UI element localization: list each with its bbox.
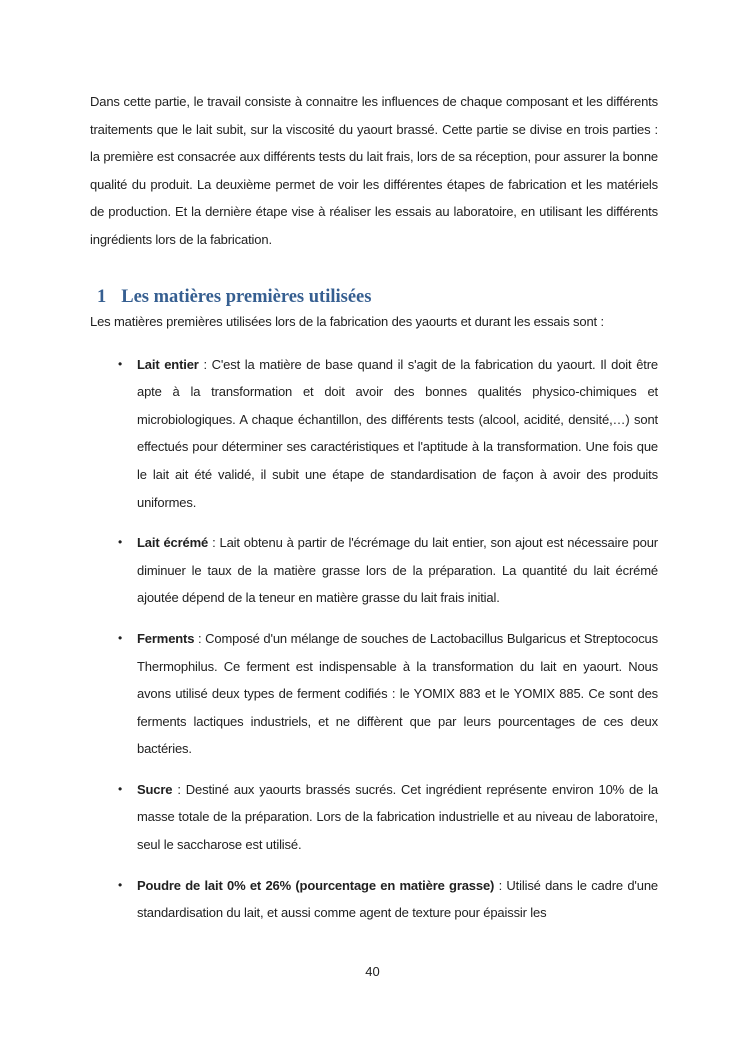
list-item-poudre-de-lait xyxy=(90,872,658,927)
ingredient-term: Poudre de lait 0% et 26% (pourcentage en matière grasse) xyxy=(137,877,495,893)
ingredient-term: Sucre xyxy=(137,781,173,797)
bullet-icon: • xyxy=(118,877,123,892)
bullet-icon: • xyxy=(118,630,123,645)
ingredient-term: Lait entier xyxy=(137,356,199,372)
ingredient-term: Ferments xyxy=(137,630,195,646)
page-number: 40 xyxy=(365,964,380,979)
bullet-icon: • xyxy=(118,356,123,371)
bullet-icon: • xyxy=(118,781,123,796)
ingredient-description: : Composé d'un mélange de souches de Lactobacillus Bulgaricus et Streptococus Thermophilus. Ce ferment est indispensable à la transformation du lait en yaourt. Nous avons utilisé deux types de ferment codifiés : le YOMIX 883 et le YOMIX 885. Ce sont des ferments lactiques industriels, et ne diffèrent que par leurs pourcentages de ces deux bactéries. xyxy=(137,630,658,757)
lead-sentence: Les matières premières utilisées lors de la fabrication des yaourts et durant les essais sont : xyxy=(90,313,604,329)
intro-paragraph: Dans cette partie, le travail consiste à connaitre les influences de chaque composant et les différents traitements que le lait subit, sur la viscosité du yaourt brassé. Cette partie se divise en trois parties : la première est consacrée aux différents tests du lait frais, lors de sa réception, pour assurer la bonne qualité du produit. La deuxième permet de voir les différentes étapes de fabrication et les matériels de production. Et la dernière étape vise à réaliser les essais au laboratoire, en utilisant les différents ingrédients lors de la fabrication. xyxy=(90,94,658,247)
heading-number: 1 xyxy=(97,286,107,307)
list-item-ferments xyxy=(90,625,658,763)
bullet-icon: • xyxy=(118,535,123,550)
ingredient-description: : C'est la matière de base quand il s'agit de la fabrication du yaourt. Il doit être apte à la transformation et doit avoir des bonnes qualités physico-chimiques et microbiologiques. A chaque échantillon, des différents tests (alcool, acidité, densité,…) sont effectués pour déterminer ses caractéristiques et l'aptitude à la transformation. Une fois que le lait ait été validé, il subit une étape de standardisation de façon à avoir des produits uniformes. xyxy=(137,356,658,510)
ingredient-term: Lait écrémé xyxy=(137,535,209,551)
list-item-lait-entier xyxy=(90,351,658,517)
ingredient-description: : Utilisé dans le cadre d'une standardisation du lait, et aussi comme agent de texture pour épaissir les xyxy=(137,877,658,921)
ingredients-list xyxy=(90,351,658,927)
ingredient-description: : Lait obtenu à partir de l'écrémage du lait entier, son ajout est nécessaire pour diminuer le taux de la matière grasse lors de la préparation. La quantité du lait écrémé ajoutée dépend de la teneur en matière grasse du lait frais initial. xyxy=(137,535,658,606)
ingredient-description: : Destiné aux yaourts brassés sucrés. Cet ingrédient représente environ 10% de la masse totale de la préparation. Lors de la fabrication industrielle et au niveau de laboratoire, seul le saccharose est utilisé. xyxy=(137,781,658,853)
list-item-sucre xyxy=(90,776,658,859)
list-item-lait-ecreme xyxy=(90,529,658,612)
page-content xyxy=(90,88,658,940)
section-heading xyxy=(90,284,658,310)
heading-title: Les matières premières utilisées xyxy=(121,286,372,307)
